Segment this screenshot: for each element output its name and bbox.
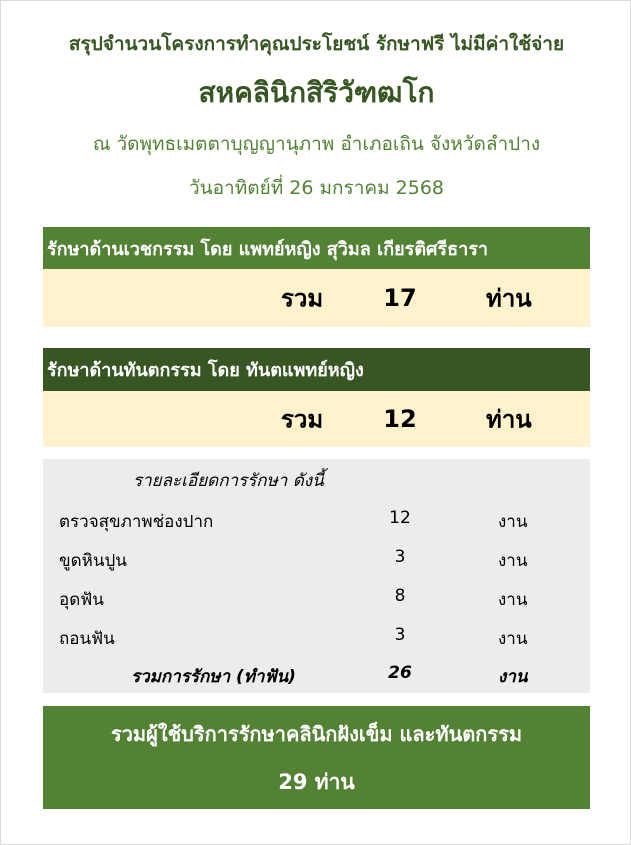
detail-unit: งาน: [498, 551, 528, 571]
detail-total-unit: งาน: [498, 667, 528, 687]
detail-row: [43, 586, 590, 610]
dental-total-label: รวม: [281, 405, 324, 434]
summary-line: รวมผู้ใช้บริการรักษาคลินิกฝังเข็ม และทันตกรรม: [110, 722, 523, 746]
detail-value: 8: [394, 586, 406, 606]
detail-row: [43, 508, 590, 532]
medical-total-value: 17: [383, 284, 417, 312]
detail-label: ถอนฟัน: [59, 629, 115, 649]
detail-total-value: 26: [388, 663, 412, 683]
detail-value: 12: [389, 508, 411, 528]
treatment-details: [43, 459, 590, 693]
dental-total-row: [43, 391, 590, 447]
medical-section-heading: รักษาด้านเวชกรรม โดย แพทย์หญิง สุวิมล เกียรติศรีธารา: [43, 227, 590, 269]
location-line: ณ วัดพุทธเมตตาบุญญานุภาพ อำเภอเถิน จังหวัดลำปาง: [92, 133, 541, 155]
detail-row: [43, 625, 590, 649]
detail-label: อุดฟัน: [59, 590, 104, 610]
summary-total: 29 ท่าน: [278, 770, 355, 794]
detail-total-row: [43, 663, 590, 687]
detail-label: ตรวจสุขภาพช่องปาก: [59, 512, 214, 532]
report-title: สรุปจำนวนโครงการทำคุณประโยชน์ รักษาฟรี ไม่มีค่าใช้จ่าย: [68, 33, 565, 55]
detail-unit: งาน: [498, 629, 528, 649]
clinic-name: สหคลินิกสิริวัฑฒโก: [198, 76, 435, 109]
detail-row: [43, 547, 590, 571]
dental-total-value: 12: [383, 405, 417, 433]
summary-banner: [43, 706, 590, 809]
date-line: วันอาทิตย์ที่ 26 มกราคม 2568: [188, 177, 445, 199]
dental-total-unit: ท่าน: [486, 405, 532, 434]
detail-label: ขูดหินปูน: [59, 551, 127, 571]
medical-total-row: [43, 269, 590, 327]
medical-total-unit: ท่าน: [486, 284, 532, 313]
detail-value: 3: [394, 547, 406, 567]
detail-unit: งาน: [498, 512, 528, 532]
medical-total-label: รวม: [281, 284, 324, 313]
detail-total-label: รวมการรักษา (ทำฟัน): [131, 667, 296, 687]
dental-section-heading: รักษาด้านทันตกรรม โดย ทันตแพทย์หญิง: [43, 348, 590, 391]
details-heading: รายละเอียดการรักษา ดังนี้: [133, 471, 324, 491]
detail-value: 3: [394, 625, 406, 645]
detail-unit: งาน: [498, 590, 528, 610]
